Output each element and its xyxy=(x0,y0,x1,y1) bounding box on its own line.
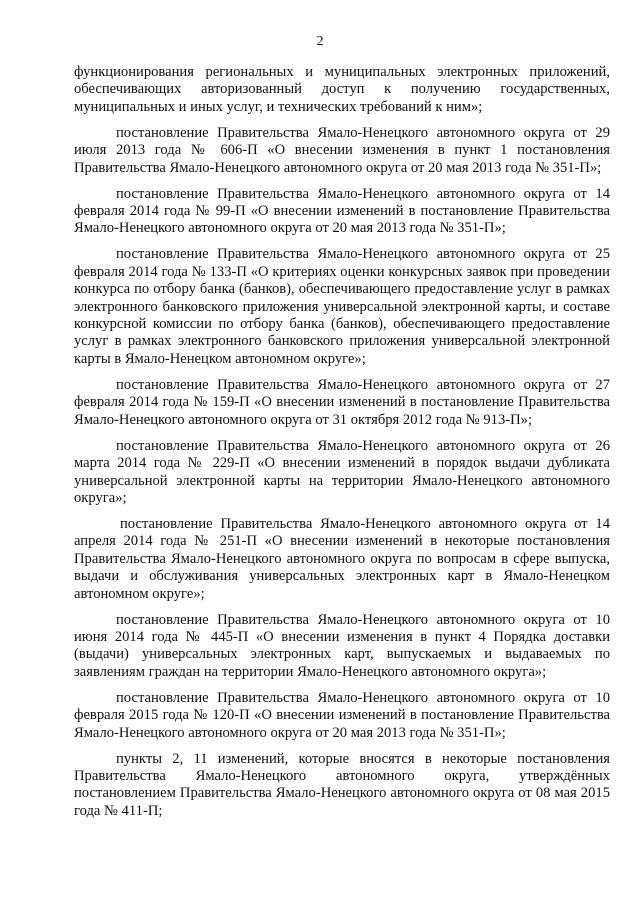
page-number: 2 xyxy=(316,34,324,49)
paragraph-resolution-229: постановление Правительства Ямало-Ненецкого автономного округа от 26 марта 2014 года № 229-П «О внесении изменений в порядок выдачи дубликата универсальной электронной карты на территории Ямало-Ненецкого автономного округа»; xyxy=(74,437,610,506)
paragraph-points-411: пункты 2, 11 изменений, которые вносятся в некоторые постановления Правительства Ямало-Ненецкого автономного округа, утверждённых постановлением Правительства Ямало-Ненецкого автономного округа от 08 мая 2015 года № 411-П; xyxy=(74,750,610,819)
paragraph-resolution-445: постановление Правительства Ямало-Ненецкого автономного округа от 10 июня 2014 года № 445-П «О внесении изменения в пункт 4 Порядка доставки (выдачи) универсальных электронных карт, выпускаемых и выдаваемых по заявлениям граждан на территории Ямало-Ненецкого автономного округа»; xyxy=(74,611,610,680)
paragraph-resolution-99: постановление Правительства Ямало-Ненецкого автономного округа от 14 февраля 2014 года № 99-П «О внесении изменений в постановление Правительства Ямало-Ненецкого автономного округа от 20 мая 2013 года № 351-П»; xyxy=(74,185,610,237)
paragraph-continuation: функционирования региональных и муниципальных электронных приложений, обеспечивающих авторизованный доступ к получению государственных, муниципальных и иных услуг, и технических требований к ним»; xyxy=(74,64,610,115)
paragraph-resolution-133: постановление Правительства Ямало-Ненецкого автономного округа от 25 февраля 2014 года № 133-П «О критериях оценки конкурсных заявок при проведении конкурса по отбору банка (банков), обеспечивающего предоставление услуг в рамках электронного банковского приложения универсальной электронной карты, и составе конкурсной комиссии по отбору банка (банков), обеспечивающего предоставление услуг в рамках электронного банковского приложения универсальной электронной карты в Ямало-Ненецком автономном округе»; xyxy=(74,246,610,367)
paragraph-resolution-251: постановление Правительства Ямало-Ненецкого автономного округа от 14 апреля 2014 года № 251-П «О внесении изменений в некоторые постановления Правительства Ямало-Ненецкого автономного округа по вопросам в сфере выпуска, выдачи и обслуживания универсальных электронных карт в Ямало-Ненецком автономном округе»; xyxy=(74,515,610,602)
paragraph-resolution-606: постановление Правительства Ямало-Ненецкого автономного округа от 29 июля 2013 года № 606-П «О внесении изменения в пункт 1 постановления Правительства Ямало-Ненецкого автономного округа от 20 мая 2013 года № 351-П»; xyxy=(74,124,610,176)
paragraph-resolution-120: постановление Правительства Ямало-Ненецкого автономного округа от 10 февраля 2015 года № 120-П «О внесении изменений в постановление Правительства Ямало-Ненецкого автономного округа от 20 мая 2013 года № 351-П»; xyxy=(74,689,610,741)
paragraph-resolution-159: постановление Правительства Ямало-Ненецкого автономного округа от 27 февраля 2014 года № 159-П «О внесении изменений в постановление Правительства Ямало-Ненецкого автономного округа от 31 октября 2012 года № 913-П»; xyxy=(74,376,610,428)
document-body xyxy=(74,64,610,829)
